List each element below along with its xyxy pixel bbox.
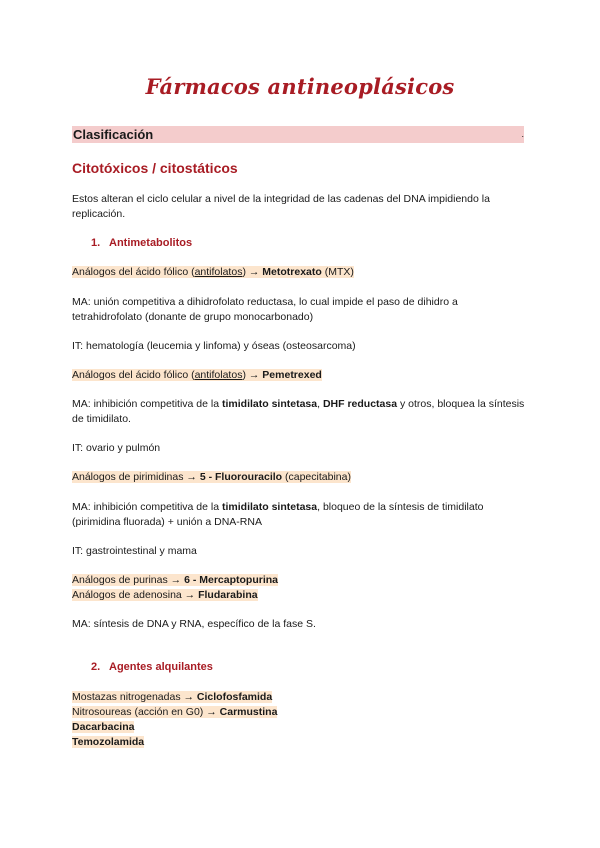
- list-label: Agentes alquilantes: [109, 661, 213, 673]
- highlight: [72, 721, 134, 733]
- drug-name: Temozolamida: [72, 736, 145, 748]
- intro-paragraph: Estos alteran el ciclo celular a nivel de la integridad de las cadenas del DNA impidiendo la replicación.: [72, 193, 490, 220]
- section-heading: [72, 126, 524, 143]
- section-heading-trailing: .: [521, 129, 524, 139]
- text: (capecitabina): [282, 471, 351, 483]
- highlight: [72, 266, 354, 278]
- page-title: Fármacos antineoplásicos: [145, 74, 455, 99]
- text: MA: inhibición competitiva de la: [72, 501, 222, 513]
- text: Análogos de pirimidinas →: [72, 471, 200, 483]
- highlight: [72, 691, 272, 703]
- drug-name: 5 - Fluorouracilo: [199, 471, 283, 483]
- list-number: 1.: [91, 237, 101, 249]
- it-paragraph-metotrexato: IT: hematología (leucemia y linfoma) y óseas (osteosarcoma): [72, 340, 356, 352]
- text: (MTX): [321, 266, 354, 278]
- drug-name: Fludarabina: [198, 589, 258, 601]
- drug-line-carmustina: [72, 705, 528, 720]
- highlight: [72, 706, 277, 718]
- drug-line-pemetrexed: [72, 368, 528, 383]
- highlight: [72, 369, 322, 381]
- section-heading-label: Clasificación: [73, 127, 154, 142]
- drug-line-metotrexato: [72, 265, 528, 280]
- text: Análogos del ácido fólico (: [72, 266, 195, 278]
- highlight: [72, 736, 144, 748]
- text: Mostazas nitrogenadas →: [72, 691, 197, 703]
- text: Análogos del ácido fólico (: [72, 369, 195, 381]
- text: ) →: [242, 369, 263, 381]
- drug-name: Ciclofosfamida: [196, 691, 273, 703]
- drug-name: Dacarbacina: [72, 721, 135, 733]
- underlined-term: antifolatos: [194, 266, 243, 278]
- highlight: [72, 589, 258, 601]
- highlight: [72, 574, 278, 586]
- highlight: [72, 471, 351, 483]
- list-label: Antimetabolitos: [109, 237, 193, 249]
- drug-line-ciclofosfamida: [72, 690, 528, 705]
- text: ) →: [242, 266, 263, 278]
- drug-line-fludarabina: [72, 588, 528, 603]
- text: Análogos de adenosina →: [72, 589, 199, 601]
- list-number: 2.: [91, 661, 101, 673]
- drug-line-mercaptopurina: [72, 573, 528, 588]
- drug-name: Pemetrexed: [262, 369, 322, 381]
- ma-paragraph-fluorouracilo: [72, 500, 528, 530]
- drug-line-temozolamida: [72, 735, 528, 750]
- text: Análogos de purinas →: [72, 574, 185, 586]
- ma-paragraph-metotrexato: MA: unión competitiva a dihidrofolato reductasa, lo cual impide el paso de dihidro a tetrahidrofolato (donante de grupo monocarbonado): [72, 296, 458, 323]
- drug-line-dacarbacina: [72, 720, 528, 735]
- bold-term: DHF reductasa: [322, 398, 398, 410]
- text: , bloqueo de la síntesis de timidilato (pirimidina fluorada) + unión a DNA-RNA: [72, 501, 484, 528]
- list-heading-antimetabolitos: [91, 237, 192, 249]
- ma-paragraph-purinas: MA: síntesis de DNA y RNA, específico de la fase S.: [72, 618, 316, 630]
- subheading: Citotóxicos / citostáticos: [72, 160, 238, 176]
- bold-term: timidilato sintetasa: [222, 501, 318, 513]
- text: Nitrosoureas (acción en G0) →: [72, 706, 220, 718]
- drug-name: Carmustina: [219, 706, 278, 718]
- underlined-term: antifolatos: [194, 369, 243, 381]
- text: y otros, bloquea la síntesis de timidilato.: [72, 398, 525, 425]
- bold-term: timidilato sintetasa: [222, 398, 318, 410]
- text: MA: inhibición competitiva de la: [72, 398, 222, 410]
- list-heading-agentes-alquilantes: [91, 661, 213, 673]
- drug-line-fluorouracilo: [72, 470, 528, 485]
- it-paragraph-pemetrexed: IT: ovario y pulmón: [72, 442, 161, 454]
- ma-paragraph-pemetrexed: [72, 397, 528, 427]
- drug-name: Metotrexato: [262, 266, 322, 278]
- text: ,: [317, 398, 323, 410]
- it-paragraph-fluorouracilo: IT: gastrointestinal y mama: [72, 545, 197, 557]
- drug-name: 6 - Mercaptopurina: [184, 574, 279, 586]
